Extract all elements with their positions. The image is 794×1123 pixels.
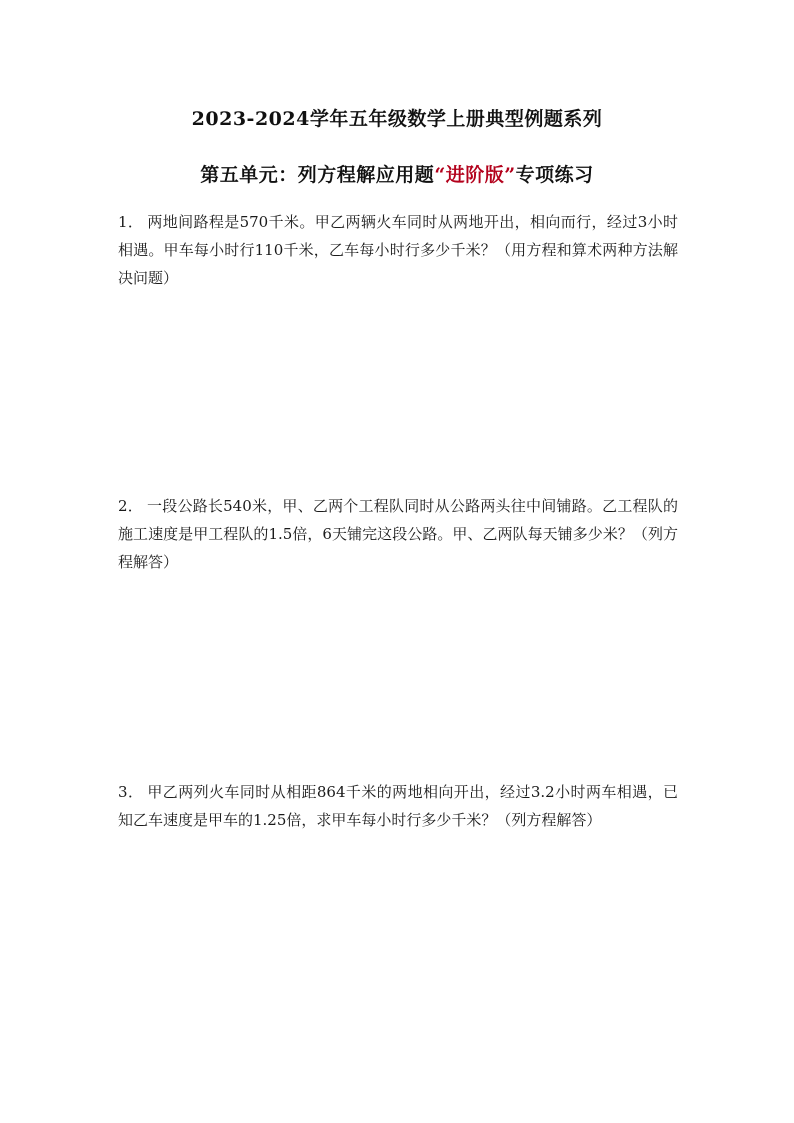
problem-number: 2． (118, 497, 143, 515)
problem-3 (118, 778, 678, 834)
subtitle-prefix: 第五单元：列方程解应用题 (200, 164, 435, 186)
document-title (0, 104, 794, 131)
problem-text: 一段公路长540米，甲、乙两个工程队同时从公路两头往中间铺路。乙工程队的施工速度是甲工程队的1.5倍，6天铺完这段公路。甲、乙两队每天铺多少米？（列方程解答） (118, 497, 678, 571)
title-line-1: 2023-2024学年五年级数学上册典型例题系列 (191, 108, 603, 130)
problem-text: 两地间路程是570千米。甲乙两辆火车同时从两地开出，相向而行，经过3小时相遇。甲车每小时行110千米，乙车每小时行多少千米？（用方程和算术两种方法解决问题） (118, 213, 678, 287)
document-subtitle (0, 160, 794, 187)
subtitle-suffix: 专项练习 (515, 164, 594, 186)
problem-number: 3． (118, 783, 144, 801)
problem-2 (118, 492, 678, 576)
problem-text: 甲乙两列火车同时从相距864千米的两地相向开出，经过3.2小时两车相遇，已知乙车速度是甲车的1.25倍，求甲车每小时行多少千米？（列方程解答） (118, 783, 678, 829)
problem-1 (118, 208, 678, 292)
subtitle-highlight: “进阶版” (434, 164, 516, 186)
problem-number: 1． (118, 213, 144, 231)
